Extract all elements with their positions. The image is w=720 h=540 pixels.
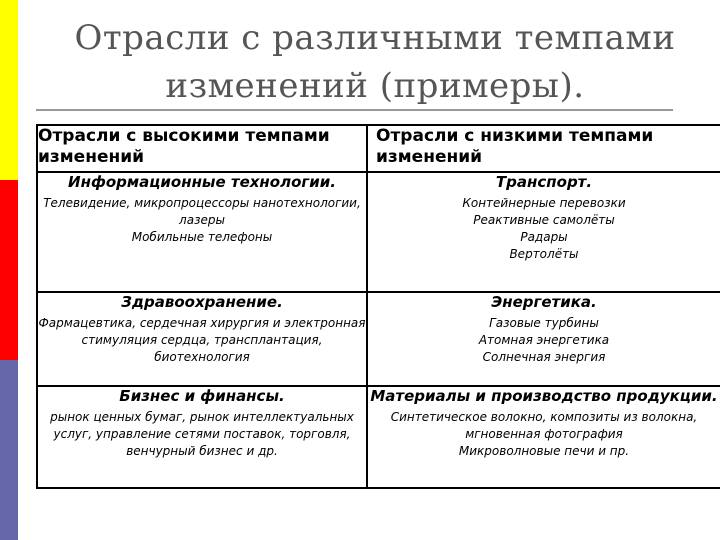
slide-title-line2: изменений (примеры). (165, 66, 585, 106)
accent-bar-yellow (0, 0, 18, 180)
cell-line: Мобильные телефоны (131, 230, 273, 244)
cell-business (37, 386, 367, 488)
cell-line: Газовые турбины (489, 316, 599, 330)
cell-line: Солнечная энергия (482, 350, 606, 364)
cell-line: Реактивные самолёты (473, 213, 615, 227)
table-row (37, 386, 720, 488)
cell-line: Фармацевтика, сердечная хирургия и электронная стимуляция сердца, трансплантация, биотехнология (38, 316, 366, 364)
cell-line: Телевидение, микропроцессоры нанотехнологии, лазеры (43, 196, 361, 227)
cell-line: Атомная энергетика (478, 333, 610, 347)
cell-materials (367, 386, 720, 488)
cell-line: Синтетическое волокно, композиты из волокна, мгновенная фотография (390, 410, 698, 441)
cell-healthcare (37, 292, 367, 386)
cell-head: Информационные технологии. (68, 173, 336, 191)
cell-head: Бизнес и финансы. (119, 387, 285, 405)
cell-head: Материалы и производство продукции. (370, 387, 718, 405)
cell-line: Контейнерные перевозки (462, 196, 626, 210)
table-row (37, 292, 720, 386)
table-row (37, 172, 720, 292)
cell-head: Транспорт. (495, 173, 593, 191)
cell-line: Радары (520, 230, 568, 244)
cell-energy (367, 292, 720, 386)
cell-head: Энергетика. (491, 293, 597, 311)
slide-title-line1: Отрасли с различными темпами (74, 18, 676, 58)
industries-table (36, 124, 720, 489)
title-divider (36, 109, 673, 111)
accent-bar-blue (0, 360, 18, 540)
cell-head: Здравоохранение. (121, 293, 283, 311)
cell-line: Вертолёты (509, 247, 579, 261)
cell-line: рынок ценных бумаг, рынок интеллектуальных услуг, управление сетями поставок, торговля, венчурный бизнес и др. (50, 410, 354, 458)
cell-line: Микроволновые печи и пр. (458, 444, 630, 458)
cell-transport (367, 172, 720, 292)
header-low-rate: Отрасли с низкими темпами изменений (367, 125, 720, 172)
slide-title (70, 14, 680, 110)
cell-it (37, 172, 367, 292)
table-header-row (37, 125, 720, 172)
accent-bar-red (0, 180, 18, 360)
header-high-rate: Отрасли с высокими темпами изменений (37, 125, 367, 172)
